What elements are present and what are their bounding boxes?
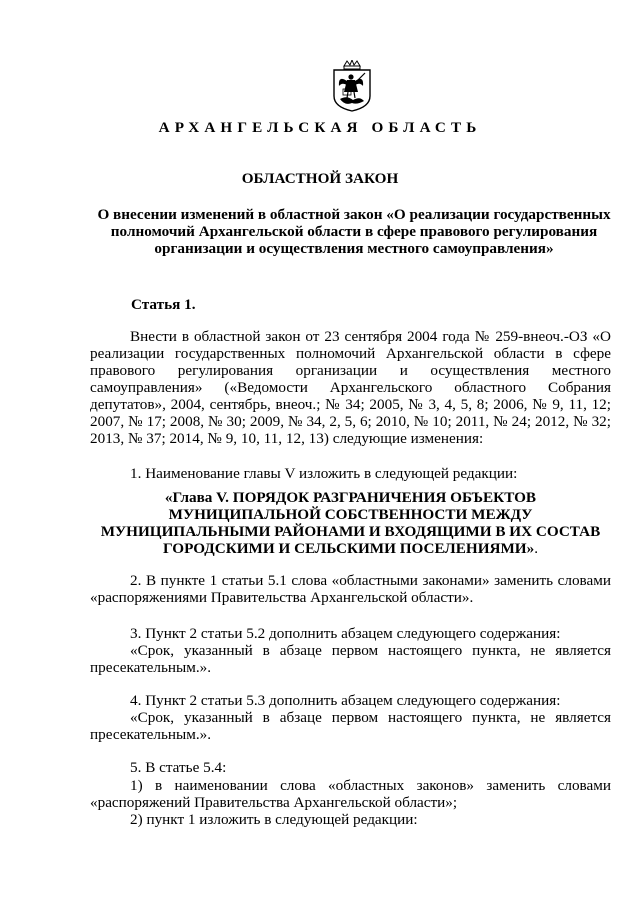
chapter-title-block	[90, 489, 611, 557]
item-5-subitem-2: 2) пункт 1 изложить в следующей редакции:	[130, 811, 418, 828]
chapter-title: «Глава V. ПОРЯДОК РАЗГРАНИЧЕНИЯ ОБЪЕКТОВ МУНИЦИПАЛЬНОЙ СОБСТВЕННОСТИ МЕЖДУ МУНИЦИПАЛЬНЫМИ РАЙОНАМИ И ВХОДЯЩИМИ В ИХ СОСТАВ ГОРОДСКИМИ И СЕЛЬСКИМИ ПОСЕЛЕНИЯМИ»	[100, 489, 601, 557]
region-name: АРХАНГЕЛЬСКАЯ ОБЛАСТЬ	[158, 119, 482, 136]
item-2: 2. В пункте 1 статьи 5.1 слова «областными законами» заменить словами «распоряжениями Правительства Архангельской области».	[90, 572, 611, 606]
law-title: О внесении изменений в областной закон «О реализации государственных полномочий Архангельской области в сфере правового регулирования организации и осуществления местного самоуправления»	[97, 206, 611, 257]
item-5-subitem-1: 1) в наименовании слова «областных законов» заменить словами «распоряжений Правительства Архангельской области»;	[90, 777, 611, 811]
item-4: 4. Пункт 2 статьи 5.3 дополнить абзацем следующего содержания:	[130, 692, 561, 709]
item-3: 3. Пункт 2 статьи 5.2 дополнить абзацем следующего содержания:	[130, 625, 561, 642]
chapter-title-end: .	[534, 540, 539, 557]
item-5: 5. В статье 5.4:	[130, 759, 227, 776]
item-4-quote: «Срок, указанный в абзаце первом настоящего пункта, не является пресекательным.».	[90, 709, 611, 743]
coat-of-arms-icon	[327, 60, 377, 112]
article-intro: Внести в областной закон от 23 сентября 2004 года № 259-внеоч.-ОЗ «О реализации государственных полномочий Архангельской области в сфере правового регулирования организации и осуществления местного самоуправления» («Ведомости Архангельского областного Собрания депутатов», 2004, сентябрь, внеоч.; № 34; 2005, № 3, 4, 5, 8; 2006, № 9, 11, 12; 2007, № 17; 2008, № 30; 2009, № 34, 2, 5, 6; 2010, № 10; 2011, № 24; 2012, № 32; 2013, № 37; 2014, № 9, 10, 11, 12, 13) следующие изменения:	[90, 328, 611, 447]
item-1: 1. Наименование главы V изложить в следующей редакции:	[130, 465, 518, 482]
article-heading: Статья 1.	[131, 296, 196, 313]
item-3-quote: «Срок, указанный в абзаце первом настоящего пункта, не является пресекательным.».	[90, 642, 611, 676]
law-type: ОБЛАСТНОЙ ЗАКОН	[241, 170, 399, 187]
